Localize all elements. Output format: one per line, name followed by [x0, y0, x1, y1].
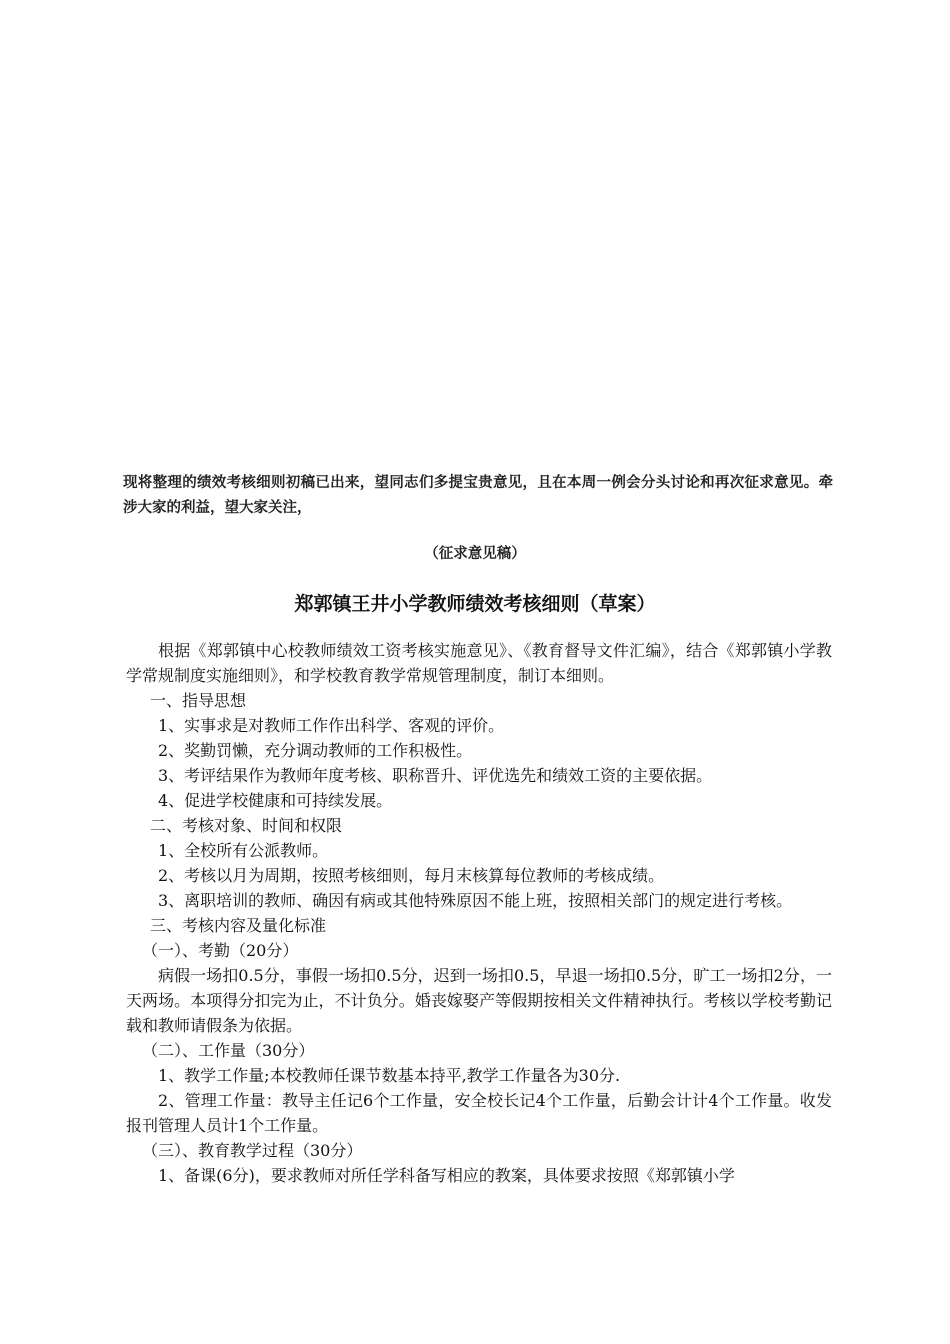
intro-paragraph: 根据《郑郭镇中心校教师绩效工资考核实施意见》、《教育督导文件汇编》，结合《郑郭镇小学教学常规制度实施细则》，和学校教育教学常规管理制度，制订本细则。: [126, 641, 832, 685]
list-item: 1、教学工作量;本校教师任课节数基本持平,教学工作量各为30分.: [158, 1066, 621, 1085]
subsection-heading: （三）、教育教学过程（30分）: [142, 1141, 363, 1160]
list-item: 3、考评结果作为教师年度考核、职称晋升、评优选先和绩效工资的主要依据。: [158, 766, 713, 785]
notice-text: 现将整理的绩效考核细则初稿已出来，望同志们多提宝贵意见，且在本周一例会分头讨论和再次征求意见。牵涉大家的利益，望大家关注，: [123, 475, 833, 516]
subsection-heading: （一）、考勤（20分）: [142, 941, 299, 960]
section-heading: 一、指导思想: [150, 691, 247, 710]
list-item: 1、实事求是对教师工作作出科学、客观的评价。: [158, 716, 505, 735]
draft-subtitle: （征求意见稿）: [424, 546, 526, 562]
list-item: 2、奖勤罚懒，充分调动教师的工作积极性。: [158, 741, 473, 760]
subsection-heading: （二）、工作量（30分）: [142, 1041, 315, 1060]
list-item: 2、考核以月为周期，按照考核细则，每月末核算每位教师的考核成绩。: [158, 866, 665, 885]
list-item: 1、备课(6分)，要求教师对所任学科备写相应的教案，具体要求按照《郑郭镇小学: [158, 1166, 735, 1185]
document-title: 郑郭镇王井小学教师绩效考核细则（草案）: [294, 593, 656, 615]
list-item: 1、全校所有公派教师。: [158, 841, 329, 860]
list-item: 2、管理工作量：教导主任记6个工作量，安全校长记4个工作量，后勤会计计4个工作量。收发报刊管理人员计1个工作量。: [126, 1091, 832, 1135]
list-item: 4、促进学校健康和可持续发展。: [158, 791, 393, 810]
section-heading: 三、考核内容及量化标准: [150, 916, 327, 935]
document-body: [126, 638, 832, 1188]
paragraph: 病假一场扣0.5分，事假一场扣0.5分，迟到一场扣0.5，早退一场扣0.5分，旷工一场扣2分，一天两场。本项得分扣完为止，不计负分。婚丧嫁娶产等假期按相关文件精神执行。考核以学校考勤记载和教师请假条为依据。: [126, 966, 832, 1035]
list-item: 3、离职培训的教师、确因有病或其他特殊原因不能上班，按照相关部门的规定进行考核。: [158, 891, 793, 910]
section-heading: 二、考核对象、时间和权限: [150, 816, 343, 835]
